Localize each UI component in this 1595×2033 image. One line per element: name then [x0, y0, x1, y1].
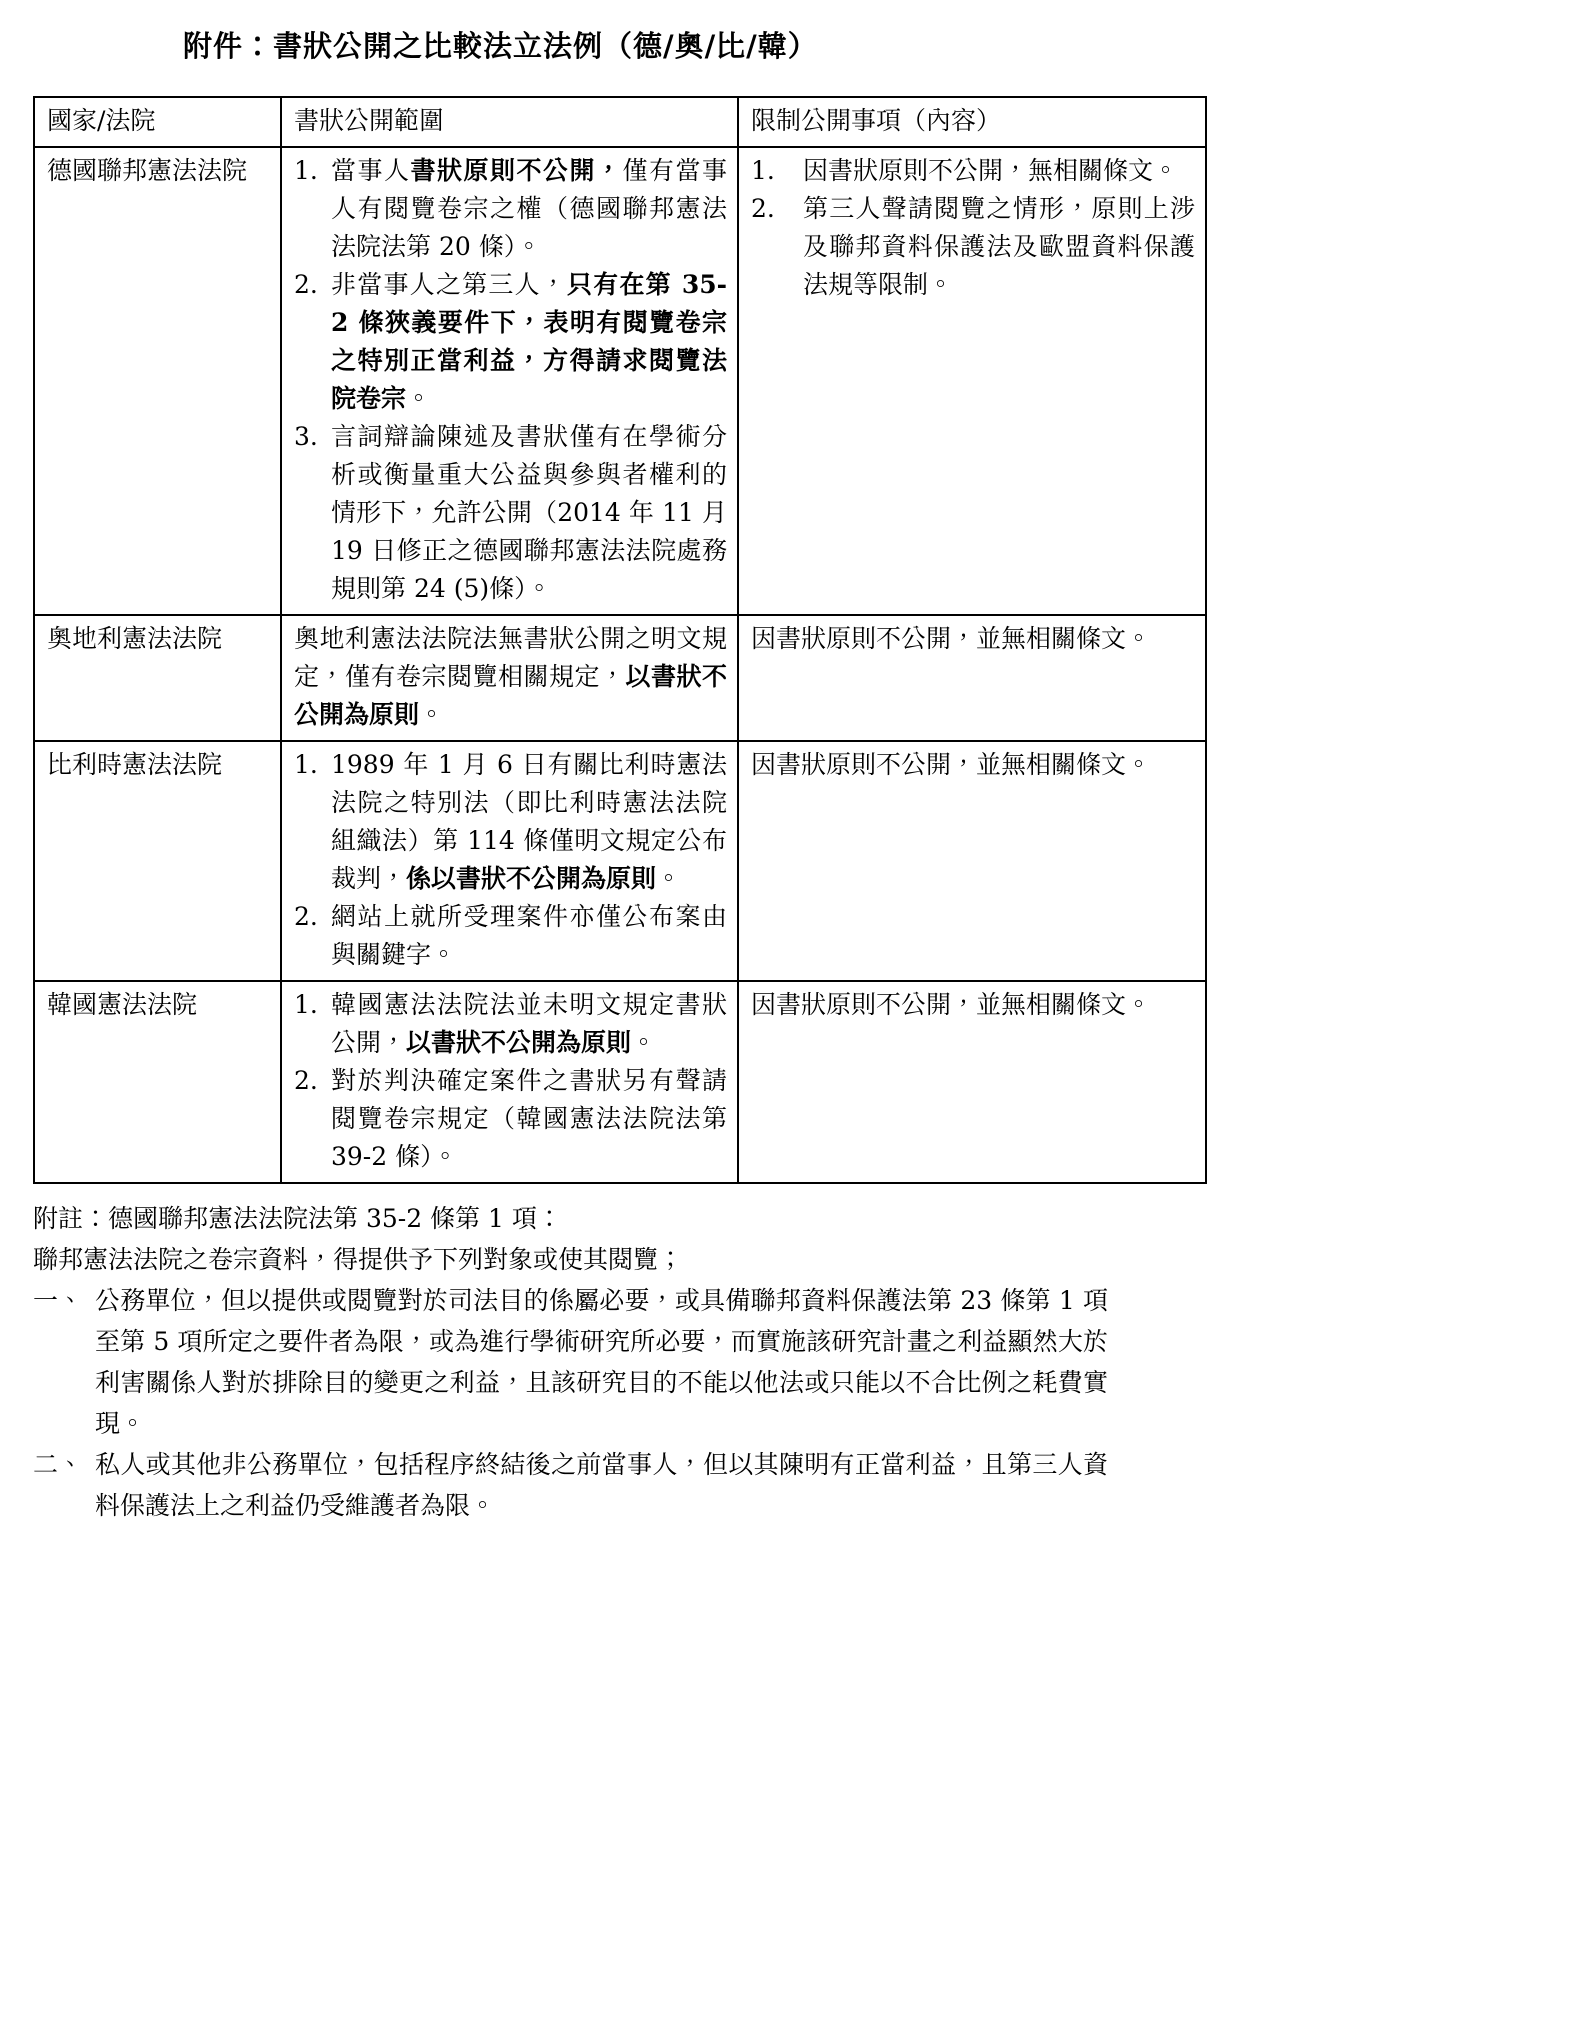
- text: 對於判決確定案件之書狀另有聲請閱覽卷宗規定（韓國憲法法院法第 39-2 條）。: [331, 1066, 727, 1171]
- list-item: [294, 418, 727, 608]
- court-name: 比利時憲法法院: [34, 741, 281, 981]
- restriction-cell: [738, 741, 1206, 981]
- list-marker: 2.: [751, 194, 775, 223]
- table-body: [34, 147, 1206, 1183]
- text: 。: [406, 384, 432, 413]
- bold-text: 係以書狀不公開為原則: [406, 864, 657, 893]
- list-marker: 1.: [294, 750, 318, 779]
- text: 。: [631, 1028, 657, 1057]
- list-marker: 1.: [751, 156, 775, 185]
- list-marker: 1.: [294, 990, 318, 1019]
- list-item: [294, 266, 727, 418]
- list-text: [331, 986, 727, 1062]
- restriction-cell: [738, 147, 1206, 615]
- cell-paragraph: [751, 620, 1195, 658]
- court-name: 奧地利憲法法院: [34, 615, 281, 741]
- cell-paragraph: [294, 620, 727, 734]
- text: 當事人: [331, 156, 411, 185]
- table-row: [34, 981, 1206, 1183]
- table-header-row: [34, 97, 1206, 147]
- text: 1989 年 1 月 6 日有關比利時憲法法院之特別法（即比利時憲法法院組織法）第 114 條僅明文規定公布裁判，: [331, 750, 727, 893]
- list-text: [331, 1062, 727, 1176]
- footnote-item: [33, 1280, 1108, 1444]
- text: 非當事人之第三人，: [331, 270, 567, 299]
- list-marker: 1.: [294, 156, 318, 185]
- col-header-restriction: 限制公開事項（內容）: [738, 97, 1206, 147]
- comparison-table: [33, 96, 1207, 1184]
- list-marker: 3.: [294, 422, 318, 451]
- text: 因書狀原則不公開，無相關條文。: [803, 156, 1179, 185]
- court-name: 韓國憲法法院: [34, 981, 281, 1183]
- table-row: [34, 615, 1206, 741]
- table-row: [34, 147, 1206, 615]
- footnote-heading: 附註：德國聯邦憲法法院法第 35-2 條第 1 項：: [33, 1204, 562, 1233]
- footnote-marker: 一、: [33, 1286, 84, 1315]
- bold-text: 書狀原則不公開，: [410, 156, 623, 185]
- list-text: [331, 266, 727, 418]
- list-marker: 2.: [294, 270, 318, 299]
- scope-cell: [281, 981, 738, 1183]
- text: 因書狀原則不公開，並無相關條文。: [751, 624, 1152, 653]
- list-item: [294, 152, 727, 266]
- text: 。: [656, 864, 682, 893]
- bold-text: 以書狀不公開為原則: [406, 1028, 632, 1057]
- text: 第三人聲請閱覽之情形，原則上涉及聯邦資料保護法及歐盟資料保護法規等限制。: [803, 194, 1195, 299]
- list-text: [331, 898, 727, 974]
- footnote-intro: 聯邦憲法法院之卷宗資料，得提供予下列對象或使其閱覽；: [33, 1245, 684, 1274]
- list-item: [294, 898, 727, 974]
- bold-text: 以書狀不公開為原則: [294, 662, 727, 729]
- footnote-text: 公務單位，但以提供或閱覽對於司法目的係屬必要，或具備聯邦資料保護法第 23 條第 1 項至第 5 項所定之要件者為限，或為進行學術研究所必要，而實施該研究計畫之利益顯然大於利害關係人對於排除目的變更之利益，且該研究目的不能以他法或只能以不合比例之耗費實現。: [95, 1286, 1108, 1438]
- list-item: [751, 152, 1195, 190]
- list-item: [294, 1062, 727, 1176]
- col-header-court: 國家/法院: [34, 97, 281, 147]
- list-text: [803, 152, 1195, 190]
- scope-cell: [281, 741, 738, 981]
- text: 僅有當事人有閱覽卷宗之權（德國聯邦憲法法院法第 20 條）。: [331, 156, 727, 261]
- text: 韓國憲法法院法並未明文規定書狀公開，: [331, 990, 727, 1057]
- scope-cell: [281, 147, 738, 615]
- list-text: [803, 190, 1195, 304]
- cell-paragraph: [751, 986, 1195, 1024]
- list-text: [331, 152, 727, 266]
- list-text: [331, 746, 727, 898]
- list-item: [751, 190, 1195, 304]
- text: 奧地利憲法法院法無書狀公開之明文規定，僅有卷宗閱覽相關規定，: [294, 624, 727, 691]
- list-text: [331, 418, 727, 608]
- bold-text: 只有在第 35-2 條狹義要件下，表明有閱覽卷宗之特別正當利益，方得請求閱覽法院卷宗: [331, 270, 727, 413]
- text: 因書狀原則不公開，並無相關條文。: [751, 750, 1152, 779]
- list-item: [294, 746, 727, 898]
- cell-paragraph: [751, 746, 1195, 784]
- footnote-marker: 二、: [33, 1450, 84, 1479]
- footnote-text: 私人或其他非公務單位，包括程序終結後之前當事人，但以其陳明有正當利益，且第三人資料保護法上之利益仍受維護者為限。: [95, 1450, 1108, 1520]
- text: 。: [419, 700, 445, 729]
- footnotes: [33, 1198, 1108, 1526]
- text: 網站上就所受理案件亦僅公布案由與關鍵字。: [331, 902, 727, 969]
- footnote-item: [33, 1444, 1108, 1526]
- restriction-cell: [738, 615, 1206, 741]
- court-name: 德國聯邦憲法法院: [34, 147, 281, 615]
- list-marker: 2.: [294, 1066, 318, 1095]
- list-item: [294, 986, 727, 1062]
- scope-cell: [281, 615, 738, 741]
- footnote-items: [33, 1280, 1108, 1526]
- text: 言詞辯論陳述及書狀僅有在學術分析或衡量重大公益與參與者權利的情形下，允許公開（2014 年 11 月 19 日修正之德國聯邦憲法法院處務規則第 24 (5)條）。: [331, 422, 727, 603]
- list-marker: 2.: [294, 902, 318, 931]
- table-row: [34, 741, 1206, 981]
- col-header-scope: 書狀公開範圍: [281, 97, 738, 147]
- page-title: 附件：書狀公開之比較法立法例（德/奧/比/韓）: [183, 29, 818, 63]
- restriction-cell: [738, 981, 1206, 1183]
- text: 因書狀原則不公開，並無相關條文。: [751, 990, 1152, 1019]
